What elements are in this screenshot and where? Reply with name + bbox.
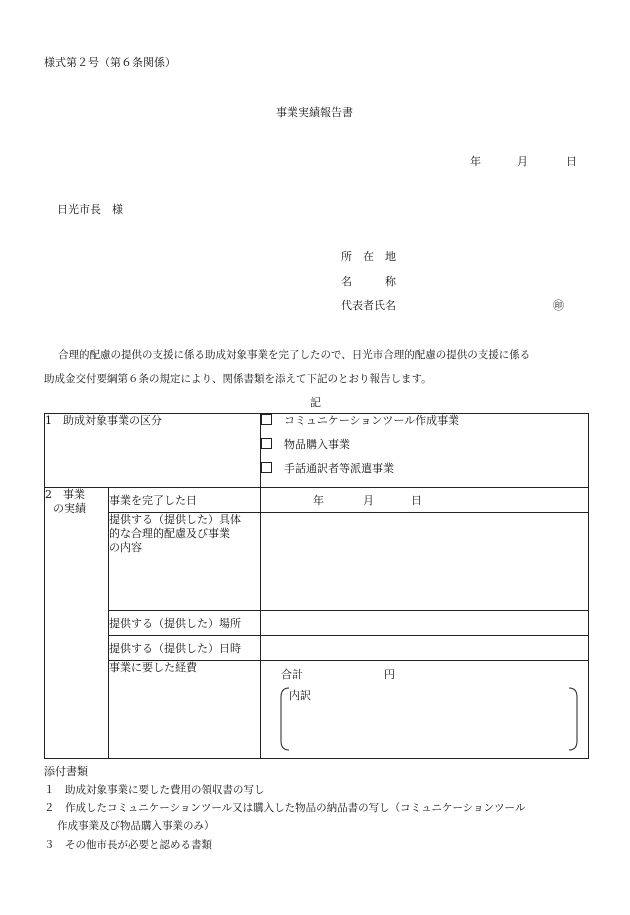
content-row <box>45 513 589 611</box>
attachments-heading: 添付書類 <box>44 765 88 778</box>
attachment-item-2: ２ 作成したコミュニケーションツール又は購入した物品の納品書の写し（コミュニケーションツール <box>44 802 526 814</box>
checkbox-icon[interactable] <box>261 462 272 473</box>
place-value[interactable] <box>261 611 589 636</box>
content-label: 提供する（提供した）具体 的な合理的配慮及び事業 の内容 <box>109 513 261 611</box>
body-text-line-1: 合理的配慮の提供の支援に係る助成対象事業を完了したので、日光市合理的配慮の提供の支援に係る <box>58 349 531 361</box>
attachment-item-2-cont: 作成事業及び物品購入事業のみ） <box>57 820 215 832</box>
datetime-value[interactable] <box>261 636 589 661</box>
option-goods-purchase[interactable]: 物品購入事業 <box>261 438 588 462</box>
attachment-item-3: ３ その他市長が必要と認める書類 <box>44 839 212 851</box>
datetime-label: 提供する（提供した）日時 <box>109 636 261 661</box>
completed-date-row <box>45 488 589 513</box>
address-label: 所 在 地 <box>341 250 396 263</box>
form-number: 様式第２号（第６条関係） <box>44 56 176 69</box>
seal-mark: ㊞ <box>553 299 564 312</box>
category-options <box>261 414 589 488</box>
place-label: 提供する（提供した）場所 <box>109 611 261 636</box>
body-text-line-2: 助成金交付要綱第６条の規定により、関係書類を添えて下記のとおり報告します。 <box>44 373 432 385</box>
option-interpreter-dispatch[interactable]: 手話通訳者等派遣事業 <box>261 462 588 486</box>
report-table <box>44 413 589 759</box>
date-year: 年 <box>470 155 481 168</box>
option-communication-tool[interactable]: コミュニケーションツール作成事業 <box>261 414 588 438</box>
expense-label: 事業に要した経費 <box>109 661 261 759</box>
category-label: 1 助成対象事業の区分 <box>45 414 261 488</box>
expense-value[interactable] <box>261 661 589 759</box>
checkbox-icon[interactable] <box>261 414 272 425</box>
yen-label: 円 <box>384 668 395 681</box>
total-label: 合計 <box>281 668 303 681</box>
attachment-item-1: １ 助成対象事業に要した費用の領収書の写し <box>44 784 265 796</box>
completed-date-label: 事業を完了した日 <box>109 488 261 513</box>
date-month: 月 <box>517 155 528 168</box>
category-row <box>45 414 589 488</box>
date-day: 日 <box>566 155 577 168</box>
breakdown-label: 内訳 <box>289 689 311 702</box>
ki-heading: 記 <box>310 396 321 409</box>
expense-row <box>45 661 589 759</box>
completed-date-value[interactable]: 年 月 日 <box>261 488 589 513</box>
name-label: 名 称 <box>341 275 396 288</box>
section2-label: 2 事業 の実績 <box>45 488 109 759</box>
place-row <box>45 611 589 636</box>
breakdown-bracket <box>279 687 579 751</box>
representative-label: 代表者氏名 <box>341 299 396 312</box>
document-title: 事業実績報告書 <box>276 106 353 119</box>
checkbox-icon[interactable] <box>261 438 272 449</box>
datetime-row <box>45 636 589 661</box>
addressee: 日光市長 様 <box>57 203 123 216</box>
content-value[interactable] <box>261 513 589 611</box>
